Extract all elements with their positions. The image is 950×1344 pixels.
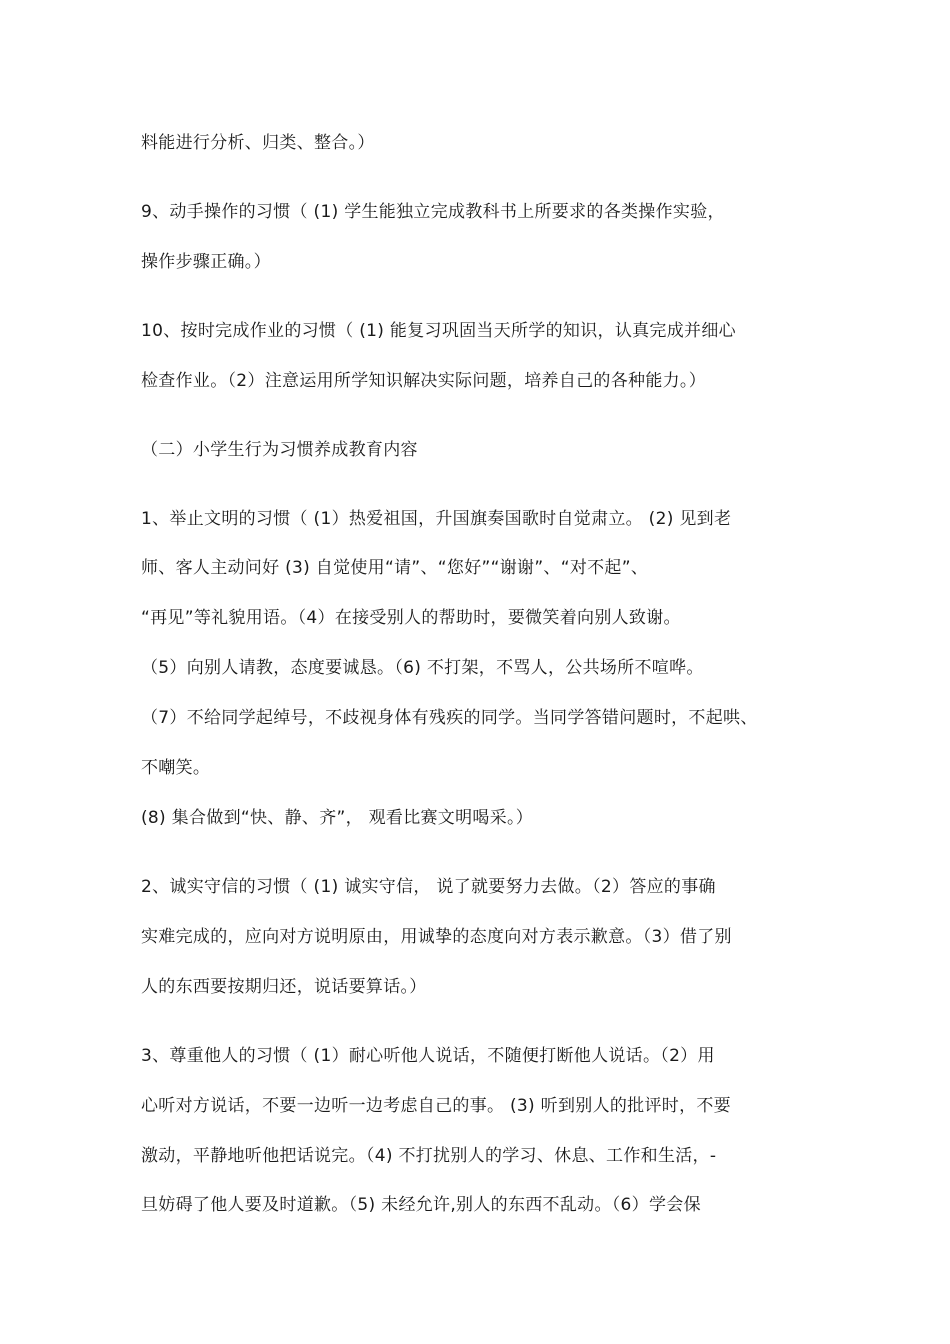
text-line: 料能进行分析、归类、整合。） [141,133,375,153]
text-line: 师、客人主动问好 (3) 自觉使用“请”、“您好”“谢谢”、“对不起”、 [141,558,649,578]
text-line: 9、动手操作的习惯（ (1) 学生能独立完成教科书上所要求的各类操作实验， [141,202,725,222]
text-line: 操作步骤正确。） [141,252,271,272]
section-heading: （二）小学生行为习惯养成教育内容 [141,440,418,460]
text-line: 1、举止文明的习惯（ (1）热爱祖国，升国旗奏国歌时自觉肃立。 (2) 见到老 [141,509,732,529]
text-line: 检查作业。（2）注意运用所学知识解决实际问题，培养自己的各种能力。） [141,371,707,391]
text-line: “再见”等礼貌用语。（4）在接受别人的帮助时，要微笑着向别人致谢。 [141,608,681,628]
text-line: 心听对方说话，不要一边听一边考虑自己的事。 (3) 听到别人的批评时，不要 [141,1096,731,1116]
text-line: 2、诚实守信的习惯（ (1) 诚实守信， 说了就要努力去做。（2）答应的事确 [141,877,716,897]
text-line: 激动，平静地听他把话说完。（4) 不打扰别人的学习、休息、工作和生活，- [141,1146,717,1166]
text-line: 10、按时完成作业的习惯（ (1) 能复习巩固当天所学的知识，认真完成并细心 [141,321,736,341]
text-line: 人的东西要按期归还，说话要算话。） [141,977,427,997]
text-line: （7）不给同学起绰号，不歧视身体有残疾的同学。当同学答错问题时，不起哄、 [141,708,758,728]
text-line: （5）向别人请教，态度要诚恳。（6) 不打架，不骂人，公共场所不喧哗。 [141,658,704,678]
text-line: 不嘲笑。 [141,758,211,778]
text-line: 旦妨碍了他人要及时道歉。（5) 未经允许,别人的东西不乱动。（6）学会保 [141,1195,701,1215]
text-line: (8) 集合做到“快、静、齐”， 观看比赛文明喝采。） [141,808,534,828]
text-line: 实难完成的，应向对方说明原由，用诚挚的态度向对方表示歉意。（3）借了别 [141,927,732,947]
text-line: 3、尊重他人的习惯（ (1）耐心听他人说话，不随便打断他人说话。（2）用 [141,1046,715,1066]
